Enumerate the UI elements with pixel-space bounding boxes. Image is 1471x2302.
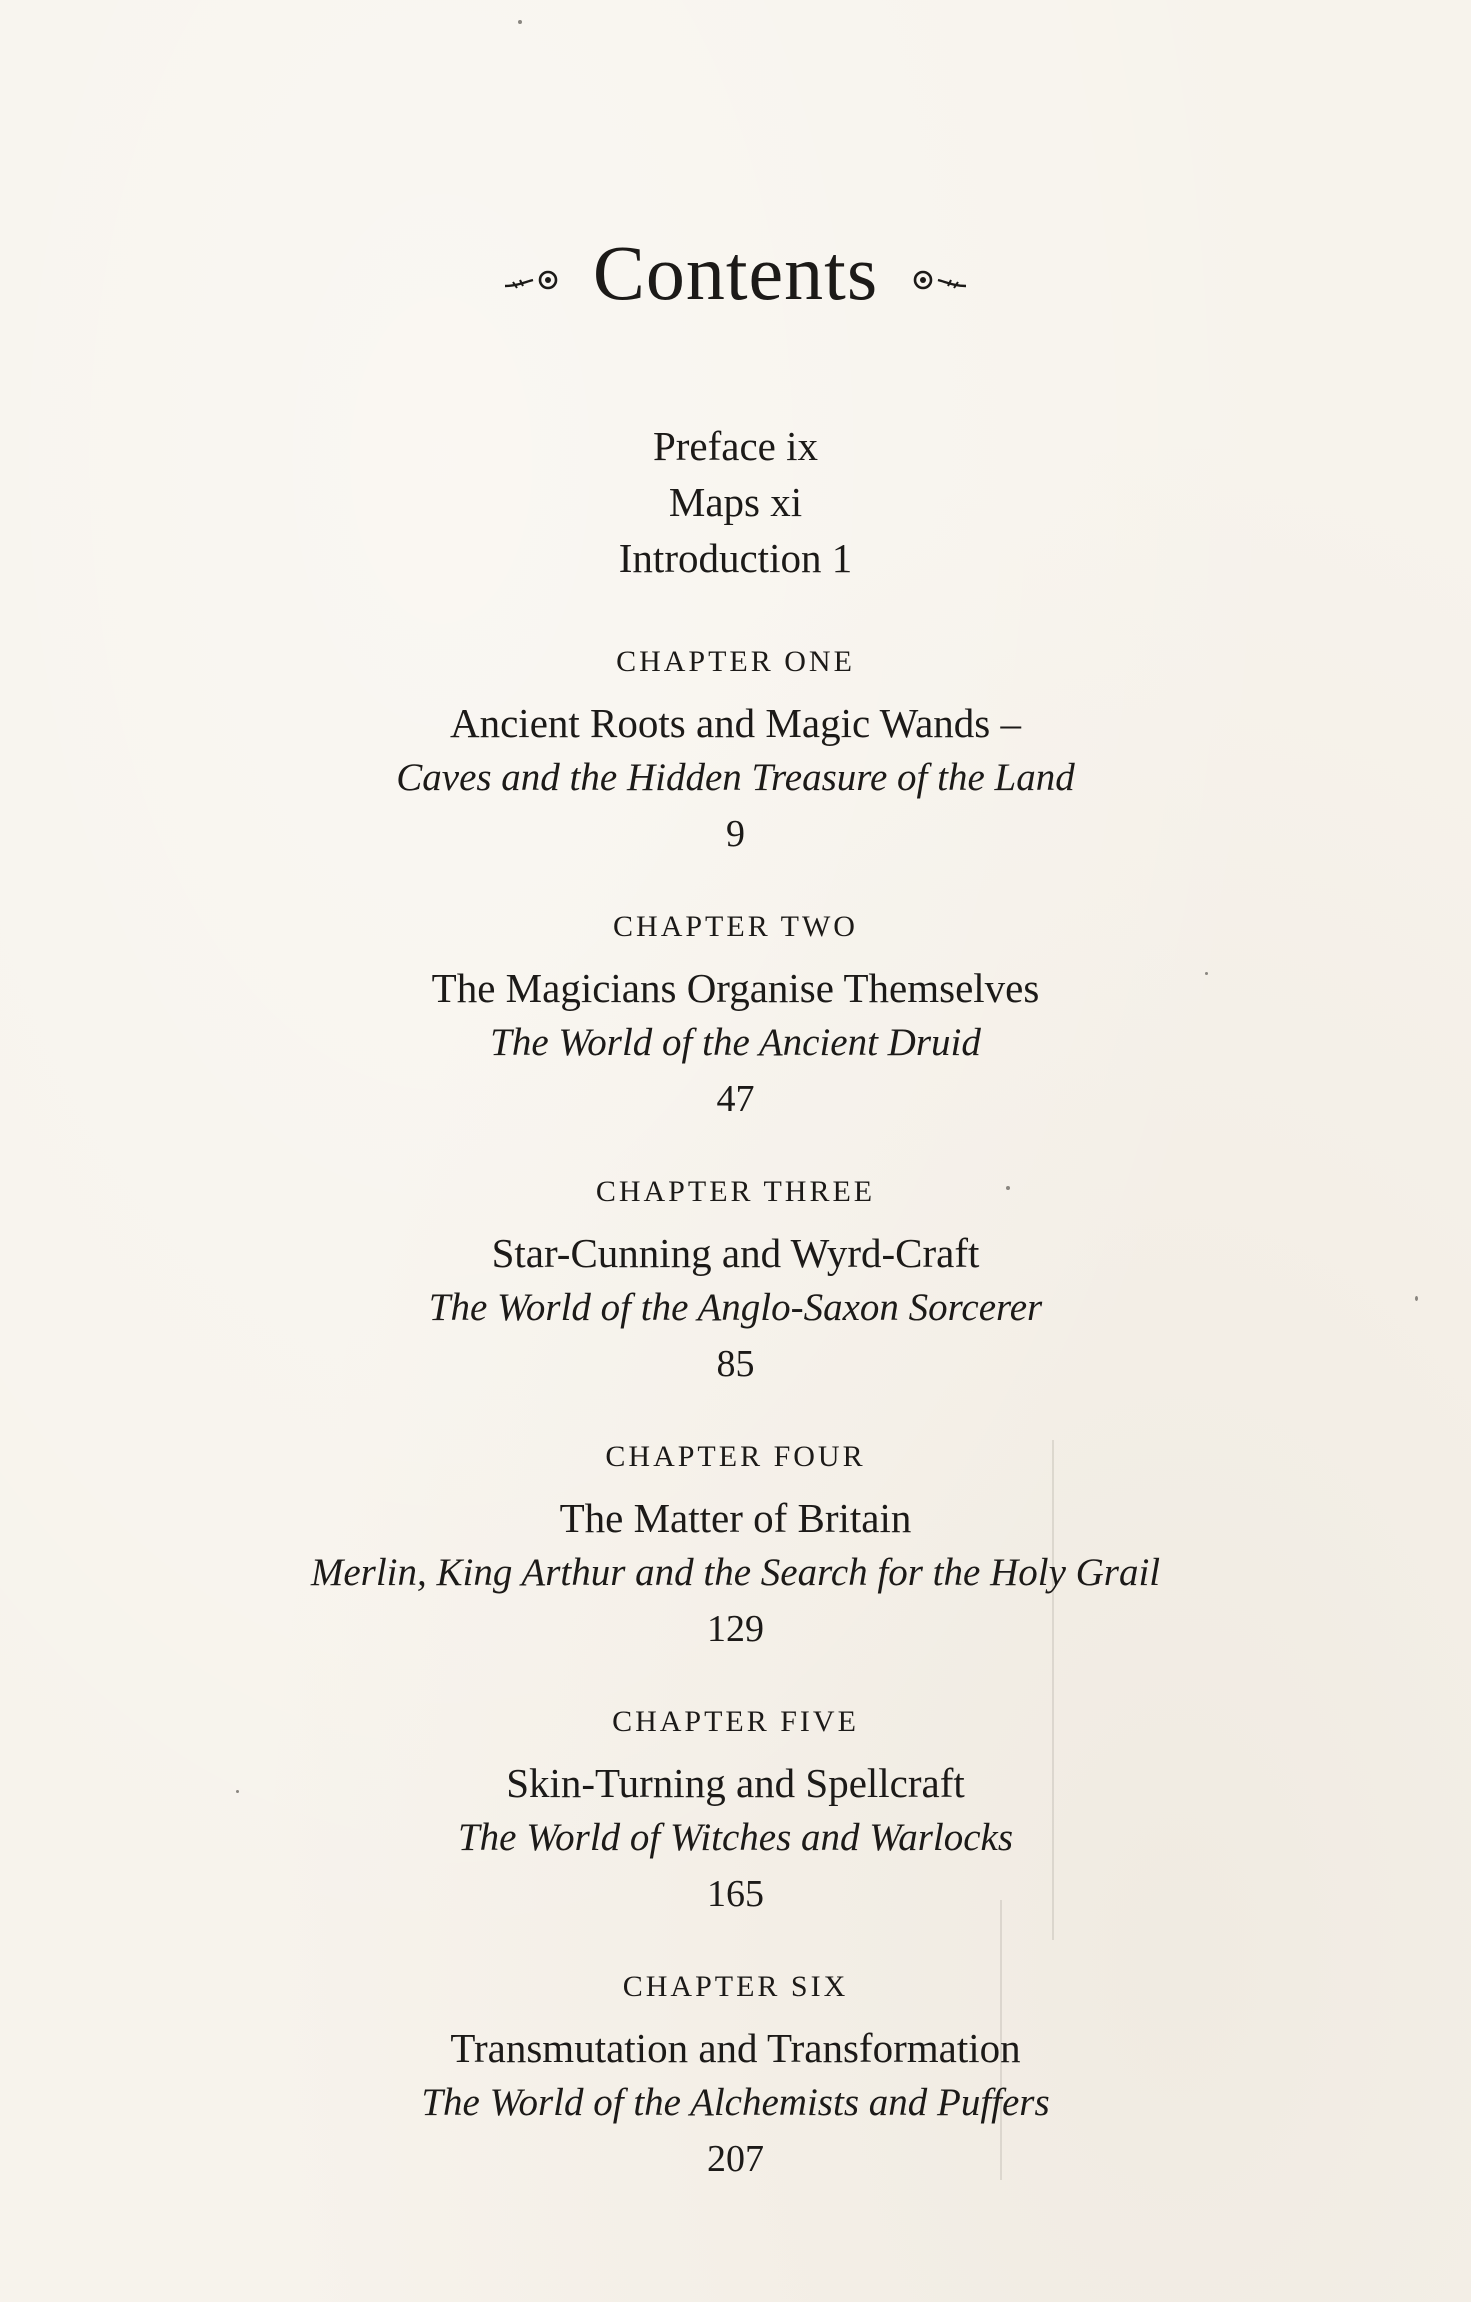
chapter-label: CHAPTER TWO: [613, 910, 858, 943]
chapter-page-number: 165: [707, 1873, 764, 1915]
chapter-title: Star-Cunning and Wyrd-Craft: [491, 1230, 980, 1276]
chapter-title: The Magicians Organise Themselves: [431, 965, 1040, 1011]
paper-speck: [518, 20, 522, 24]
chapter-title: Skin-Turning and Spellcraft: [506, 1760, 965, 1806]
page-title: Contents: [592, 229, 879, 316]
chapter-page-number: 85: [716, 1343, 755, 1385]
chapter-subtitle: Merlin, King Arthur and the Search for the Holy Grail: [310, 1551, 1161, 1594]
chapter-label: CHAPTER FIVE: [612, 1705, 859, 1738]
chapter-page-number: 9: [726, 813, 745, 855]
chapter-entry-one: [0, 642, 1471, 862]
chapter-entry-three: [0, 1172, 1471, 1392]
chapter-subtitle: The World of the Anglo-Saxon Sorcerer: [428, 1286, 1043, 1329]
chapter-title: Transmutation and Transformation: [450, 2025, 1021, 2071]
chapter-page-number: 47: [716, 1078, 755, 1120]
chapter-page-number: 207: [707, 2138, 764, 2180]
front-matter-list: [0, 418, 1471, 586]
chapter-subtitle: Caves and the Hidden Treasure of the Land: [396, 756, 1075, 799]
chapter-entry-five: [0, 1702, 1471, 1922]
front-matter-item-maps: Maps xi: [668, 479, 803, 525]
chapter-label: CHAPTER THREE: [595, 1175, 876, 1208]
chapter-subtitle: The World of the Ancient Druid: [490, 1021, 981, 1064]
chapter-title: The Matter of Britain: [559, 1495, 912, 1541]
chapter-entry-six: [0, 1967, 1471, 2187]
scroll-flourish-left-icon: [503, 268, 563, 292]
chapter-label: CHAPTER ONE: [616, 645, 855, 678]
chapter-title: Ancient Roots and Magic Wands –: [450, 700, 1021, 746]
chapter-page-number: 129: [707, 1608, 764, 1650]
chapter-label: CHAPTER SIX: [622, 1970, 849, 2003]
chapter-subtitle: The World of Witches and Warlocks: [457, 1816, 1014, 1859]
front-matter-item-preface: Preface ix: [652, 423, 819, 469]
scroll-flourish-right-icon: [908, 268, 968, 292]
front-matter-item-introduction: Introduction 1: [618, 535, 853, 581]
chapter-label: CHAPTER FOUR: [605, 1440, 866, 1473]
chapter-entry-two: [0, 907, 1471, 1127]
chapter-subtitle: The World of the Alchemists and Puffers: [421, 2081, 1050, 2124]
chapter-entry-four: [0, 1437, 1471, 1657]
contents-heading: [0, 228, 1471, 318]
